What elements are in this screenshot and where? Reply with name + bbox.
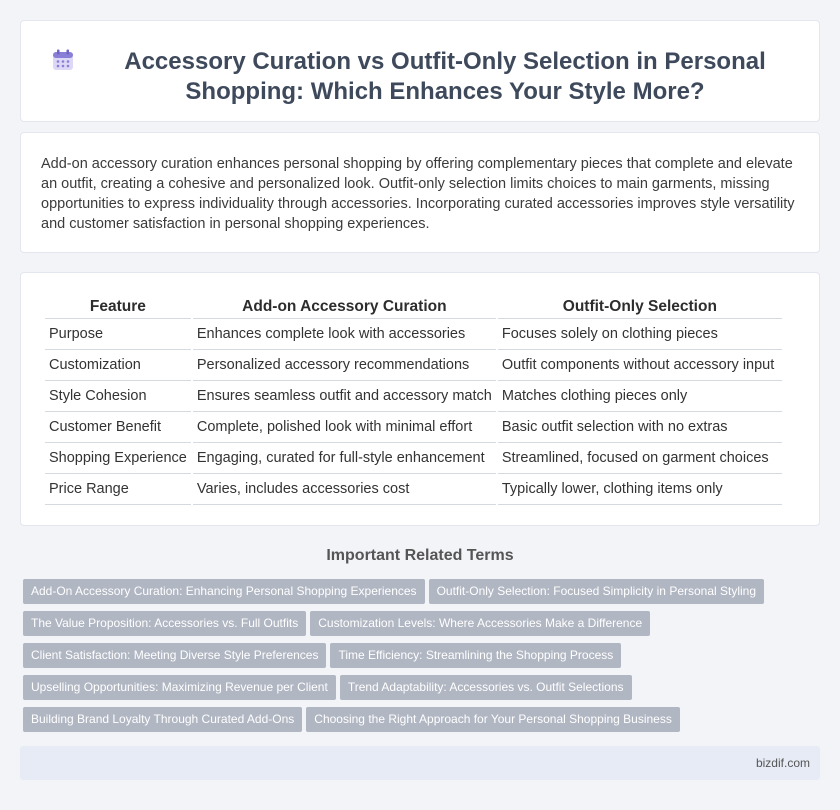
comparison-card [20, 272, 820, 526]
table-cell: Purpose [45, 319, 191, 350]
table-header-row [45, 295, 782, 319]
table-cell: Varies, includes accessories cost [193, 474, 496, 505]
tag-row [23, 643, 823, 675]
table-row [45, 350, 782, 381]
title-card [20, 20, 820, 122]
related-term-link[interactable]: Customization Levels: Where Accessories Make a Difference [310, 611, 650, 636]
related-term-link[interactable]: Building Brand Loyalty Through Curated Add-Ons [23, 707, 302, 732]
related-term-link[interactable]: Client Satisfaction: Meeting Diverse Style Preferences [23, 643, 326, 668]
table-cell: Customization [45, 350, 191, 381]
table-cell: Streamlined, focused on garment choices [498, 443, 782, 474]
table-row [45, 443, 782, 474]
table-cell: Basic outfit selection with no extras [498, 412, 782, 443]
table-row [45, 319, 782, 350]
table-cell: Style Cohesion [45, 381, 191, 412]
tag-row [23, 579, 823, 611]
related-term-link[interactable]: Outfit-Only Selection: Focused Simplicity in Personal Styling [429, 579, 764, 604]
table-cell: Focuses solely on clothing pieces [498, 319, 782, 350]
intro-card [20, 132, 820, 253]
site-link[interactable]: bizdif.com [755, 756, 810, 770]
related-terms-heading: Important Related Terms [326, 547, 514, 564]
calendar-icon [51, 48, 75, 72]
page-title: Accessory Curation vs Outfit-Only Selection in Personal Shopping: Which Enhances Your Style More? [124, 48, 766, 105]
table-cell: Price Range [45, 474, 191, 505]
related-term-link[interactable]: Upselling Opportunities: Maximizing Revenue per Client [23, 675, 336, 700]
table-cell: Personalized accessory recommendations [193, 350, 496, 381]
related-term-link[interactable]: Choosing the Right Approach for Your Personal Shopping Business [306, 707, 680, 732]
tag-row [23, 611, 823, 643]
related-term-link[interactable]: Add-On Accessory Curation: Enhancing Personal Shopping Experiences [23, 579, 425, 604]
footer [20, 746, 820, 780]
table-cell: Complete, polished look with minimal effort [193, 412, 496, 443]
column-header: Outfit-Only Selection [498, 295, 782, 319]
column-header: Feature [45, 295, 191, 319]
table-cell: Outfit components without accessory input [498, 350, 782, 381]
table-cell: Ensures seamless outfit and accessory match [193, 381, 496, 412]
related-term-link[interactable]: The Value Proposition: Accessories vs. Full Outfits [23, 611, 306, 636]
table-cell: Shopping Experience [45, 443, 191, 474]
table-cell: Matches clothing pieces only [498, 381, 782, 412]
table-cell: Engaging, curated for full-style enhancement [193, 443, 496, 474]
related-terms-list [23, 579, 823, 739]
table-row [45, 474, 782, 505]
related-term-link[interactable]: Time Efficiency: Streamlining the Shopping Process [330, 643, 621, 668]
related-term-link[interactable]: Trend Adaptability: Accessories vs. Outfit Selections [340, 675, 632, 700]
table-cell: Customer Benefit [45, 412, 191, 443]
table-row [45, 412, 782, 443]
intro-paragraph: Add-on accessory curation enhances personal shopping by offering complementary pieces that complete and elevate an outfit, creating a cohesive and personalized look. Outfit-only selection limits choices to main garments, missing opportunities to express individuality through accessories. Incorporating curated accessories improves style versatility and customer satisfaction in personal shopping experiences. [41, 156, 795, 232]
column-header: Add-on Accessory Curation [193, 295, 496, 319]
tag-row [23, 707, 823, 739]
comparison-table [43, 295, 784, 505]
tag-row [23, 675, 823, 707]
table-cell: Typically lower, clothing items only [498, 474, 782, 505]
table-cell: Enhances complete look with accessories [193, 319, 496, 350]
table-row [45, 381, 782, 412]
